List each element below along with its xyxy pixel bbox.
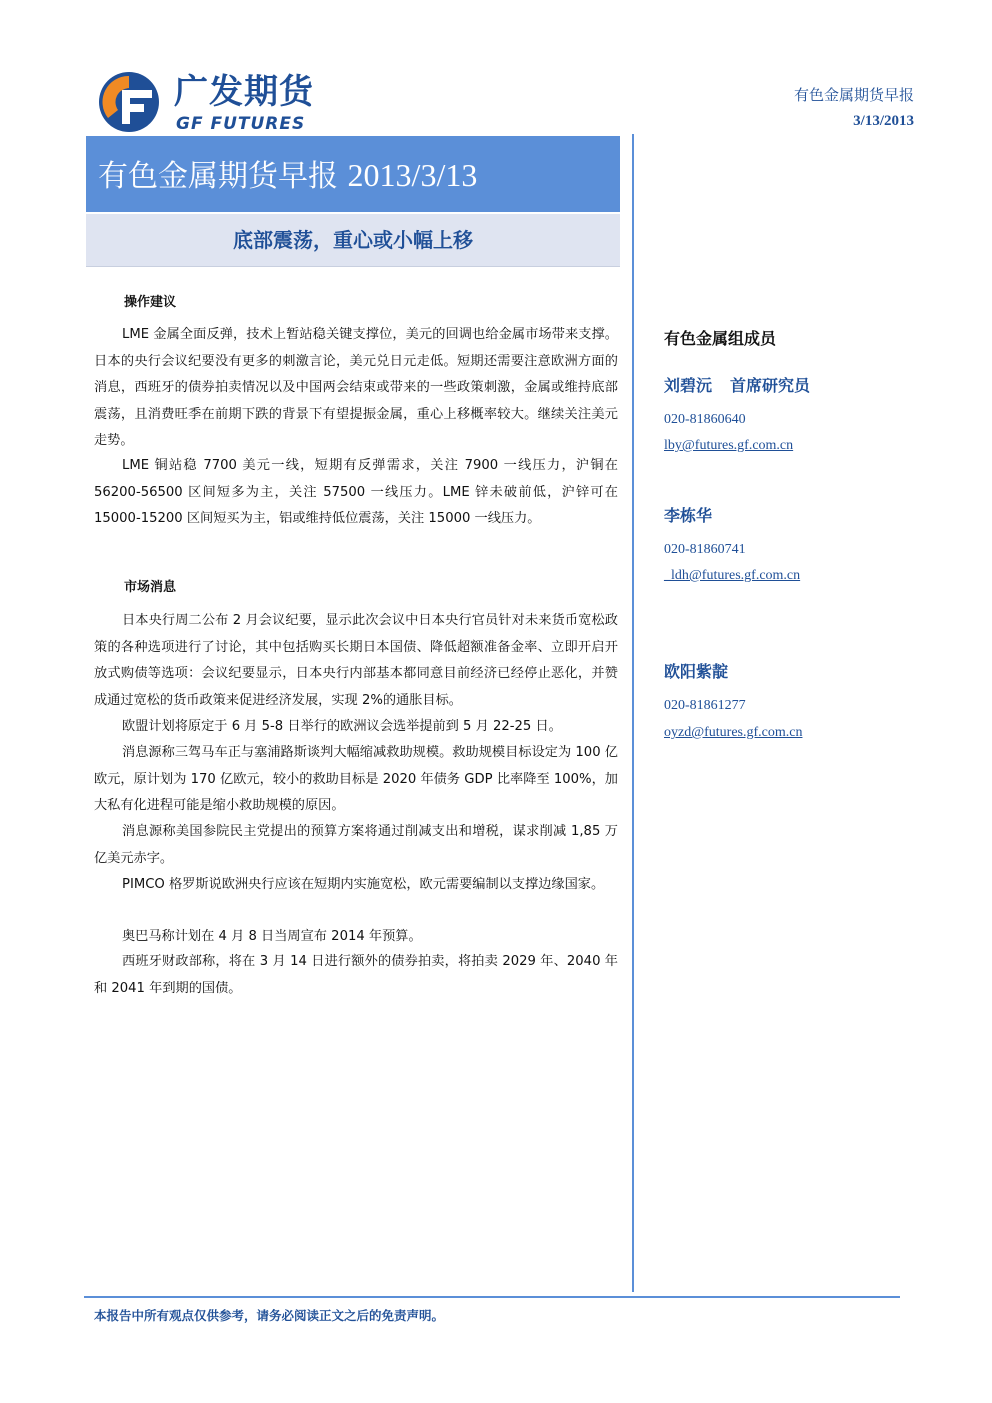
title-banner: [86, 136, 620, 212]
member-name-text: 刘碧沅: [664, 376, 713, 395]
member-email-link[interactable]: lby@futures.gf.com.cn: [664, 438, 794, 453]
logo-chinese-text: 广发期货: [174, 72, 314, 112]
footer-disclaimer: 本报告中所有观点仅供参考，请务必阅读正文之后的免责声明。: [94, 1308, 445, 1323]
advice-paragraph: LME 铜站稳 7700 美元一线，短期有反弹需求，关注 7900 一线压力，沪铜在 56200-56500 区间短多为主，关注 57500 一线压力。LME 锌未破前低，沪锌可在 15000-15200 区间短买为主，铝或维持低位震荡，关注 15000 一线压力。: [94, 458, 618, 526]
header-meta: [794, 84, 914, 134]
news-paragraph: 消息源称美国参院民主党提出的预算方案将通过削减支出和增税，谋求削减 1,85 万亿美元赤字。: [94, 824, 618, 866]
member-role: 首席研究员: [730, 376, 811, 395]
company-logo: [96, 70, 346, 134]
subtitle-divider: [86, 266, 620, 267]
member-email-link[interactable]: oyzd@futures.gf.com.cn: [664, 725, 803, 740]
news-paragraph: 日本央行周二公布 2 月会议纪要，显示此次会议中日本央行官员针对未来货币宽松政策的各种选项进行了讨论，其中包括购买长期日本国债、降低超额准备金率、立即开启开放式购债等选项：会议纪要显示，日本央行内部基本都同意目前经济已经停止恶化，并赞成通过宽松的货币政策来促进经济发展，实现 2%的通胀目标。: [94, 613, 618, 708]
gf-logo-icon: [96, 70, 162, 134]
member-name-text: 李栋华: [664, 506, 713, 525]
section-title-advice: 操作建议: [124, 295, 177, 310]
member-name-text: 欧阳紫靛: [664, 662, 729, 681]
header-report-name: 有色金属期货早报: [793, 86, 914, 104]
subtitle-banner: [86, 214, 620, 266]
page-subtitle: 底部震荡，重心或小幅上移: [233, 228, 473, 252]
member-phone: 020-81860640: [664, 412, 746, 427]
member-phone: 020-81861277: [664, 698, 746, 713]
team-heading: 有色金属组成员: [664, 329, 777, 348]
page-title: [98, 156, 477, 196]
news-paragraph: 消息源称三驾马车正与塞浦路斯谈判大幅缩减救助规模。救助规模目标设定为 100 亿欧元，原计划为 170 亿欧元，较小的救助目标是 2020 年债务 GDP 比率降至 100%，加大私有化进程可能是缩小救助规模的原因。: [94, 745, 618, 813]
member-phone: 020-81860741: [664, 542, 746, 557]
member-name: [664, 659, 728, 682]
logo-english-text: GF FUTURES: [176, 114, 306, 134]
news-paragraph: 奥巴马称计划在 4 月 8 日当周宣布 2014 年预算。: [122, 929, 422, 944]
section-title-news: 市场消息: [124, 580, 177, 595]
header-date: 3/13/2013: [853, 113, 914, 129]
column-divider: [632, 134, 634, 1292]
footer-divider: [84, 1296, 900, 1298]
page-title-date: 2013/3/13: [347, 157, 478, 193]
news-paragraph: 欧盟计划将原定于 6 月 5-8 日举行的欧洲议会选举提前到 5 月 22-25 日。: [122, 719, 562, 734]
advice-paragraph: LME 金属全面反弹，技术上暂站稳关键支撑位，美元的回调也给金属市场带来支撑。日本的央行会议纪要没有更多的刺激言论，美元兑日元走低。短期还需要注意欧洲方面的消息，西班牙的债券拍卖情况以及中国两会结束或带来的一些政策刺激，金属或维持底部震荡，且消费旺季在前期下跌的背景下有望提振金属，重心上移概率较大。继续关注美元走势。: [94, 327, 618, 448]
news-paragraph: PIMCO 格罗斯说欧洲央行应该在短期内实施宽松，欧元需要编制以支撑边缘国家。: [122, 877, 605, 892]
member-name: [664, 373, 810, 396]
news-paragraph: 西班牙财政部称，将在 3 月 14 日进行额外的债券拍卖，将拍卖 2029 年、2040 年和 2041 年到期的国债。: [94, 954, 618, 996]
member-email-link[interactable]: _ldh@futures.gf.com.cn: [664, 568, 801, 583]
page-title-text: 有色金属期货早报: [98, 159, 338, 194]
member-name: [664, 503, 712, 526]
